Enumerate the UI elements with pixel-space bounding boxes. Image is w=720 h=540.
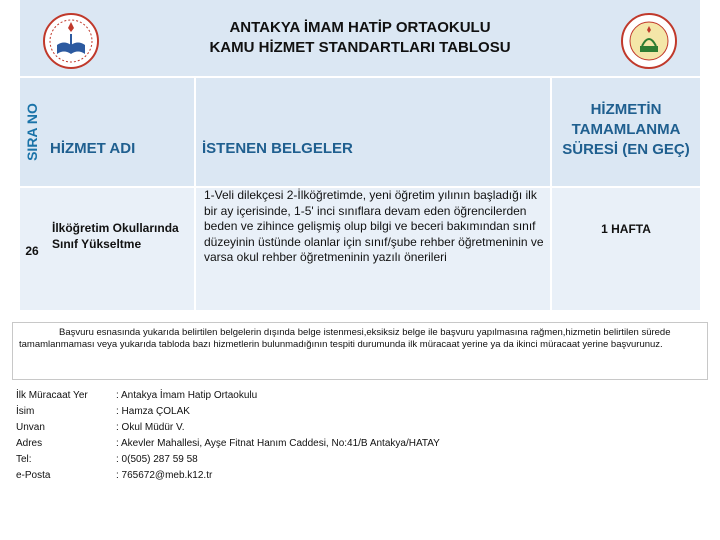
hizmet-adi-cell [44, 188, 194, 310]
contact-label: İlk Müracaat Yer [16, 390, 88, 401]
sira-no-value: 26 [25, 244, 39, 258]
contact-email[interactable]: : 765672@meb.k12.tr [116, 470, 213, 481]
contact-row [16, 420, 536, 436]
sure-header [552, 78, 700, 186]
contact-row [16, 388, 536, 404]
page-title [20, 18, 700, 58]
contact-row [16, 404, 536, 420]
belgeler-cell [196, 188, 550, 310]
title-line-2: KAMU HİZMET STANDARTLARI TABLOSU [209, 39, 511, 56]
header-band [20, 0, 700, 76]
contact-value: : Hamza ÇOLAK [116, 406, 190, 417]
notice-box [12, 322, 708, 380]
contact-value: : Akevler Mahallesi, Ayşe Fitnat Hanım Caddesi, No:41/B Antakya/HATAY [116, 438, 440, 449]
istenen-belgeler-header [196, 78, 550, 186]
hizmet-adi-value: İlköğretim Okullarında Sınıf Yükseltme [52, 221, 179, 251]
contact-row [16, 452, 536, 468]
contact-label: İsim [16, 406, 35, 417]
contact-value: : 0(505) 287 59 58 [116, 454, 198, 465]
contact-value: : Antakya İmam Hatip Ortaokulu [116, 390, 258, 401]
contact-info [16, 388, 536, 484]
contact-row [16, 468, 536, 484]
contact-value: : Okul Müdür V. [116, 422, 185, 433]
contact-row [16, 436, 536, 452]
sure-cell [552, 188, 700, 310]
contact-label: Unvan [16, 422, 45, 433]
sira-no-header [20, 78, 44, 186]
sira-no-cell [20, 188, 44, 310]
sure-value: 1 HAFTA [601, 222, 651, 236]
belgeler-value: 1-Veli dilekçesi 2-İlköğretimde, yeni öğretim yılının başladığı ilk bir ay içerisinde, 1-5' inci sınıflara devam eden öğrencilerden beden ve zihince gelişmiş olup bilgi ve beceri bakımından sınıf düzeyinin üstünde olanlar için sınıf/şube rehber öğretmeninin ve varsa okul rehber öğretmeninin yazılı önerileri [204, 188, 544, 264]
istenen-belgeler-header-label: İSTENEN BELGELER [202, 140, 353, 157]
sira-no-header-label: SIRA NO [24, 103, 40, 161]
notice-text: Başvuru esnasında yukarıda belirtilen belgelerin dışında belge istenmesi,eksiksiz belge ile başvuru yapılmasına rağmen,hizmetin belirtilen sürede tamamlanmaması veya yukarıda tabloda bazı hizmetlerin bulunmadığının tespiti durumunda ilk müracaat yerine ya da ikinci müracaat yerine başvurunuz. [19, 327, 671, 350]
school-emblem-icon [620, 12, 678, 70]
contact-label: Adres [16, 438, 43, 449]
sure-header-label: HİZMETİN TAMAMLANMA SÜRESİ (EN GEÇ) [562, 101, 690, 158]
title-line-1: ANTAKYA İMAM HATİP ORTAOKULU [229, 19, 491, 36]
service-standards-table [20, 78, 700, 310]
hizmet-adi-header-label: HİZMET ADI [50, 140, 136, 157]
contact-label: Tel: [16, 454, 32, 465]
contact-label: e-Posta [16, 470, 51, 481]
hizmet-adi-header [44, 78, 194, 186]
